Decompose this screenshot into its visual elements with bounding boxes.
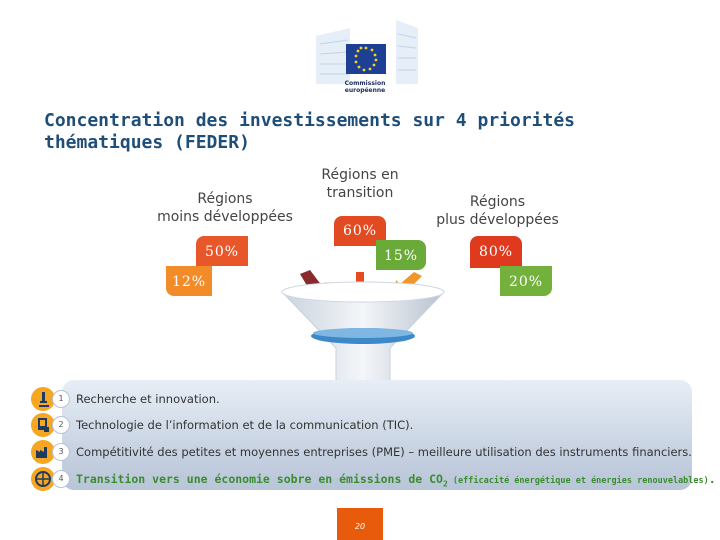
priority-item-2: [30, 416, 700, 436]
priority-text-4: [76, 470, 716, 493]
transition-top-pct: 60%: [342, 223, 378, 239]
less-developed-top-pct: 50%: [204, 244, 240, 260]
priority-item-1: [30, 390, 700, 410]
region-label-more-developed: [425, 193, 570, 229]
region-more-line1: Régions: [469, 194, 526, 210]
region-less-line2: moins développées: [157, 209, 293, 225]
region-label-transition: [300, 166, 420, 202]
priority-text-4-detail: (efficacité énergétique et énergies renouvelables): [447, 476, 709, 486]
transition-bottom-pct: 15%: [383, 248, 419, 264]
priority-text-2: Technologie de l’information et de la communication (TIC).: [76, 418, 414, 432]
priority-number-1: 1: [52, 390, 70, 408]
page-title: [44, 110, 684, 154]
less-developed-bottom-pct: 12%: [171, 274, 207, 290]
region-transition-line1: Régions en: [321, 167, 399, 183]
funnel-graphic: [278, 278, 448, 390]
priority-text-3: Compétitivité des petites et moyennes entreprises (PME) – meilleure utilisation des instruments financiers.: [76, 445, 692, 459]
page-title-line1: Concentration des investissements sur 4 priorités: [44, 110, 576, 131]
priority-number-2: 2: [52, 416, 70, 434]
priority-text-4-main: Transition vers une économie sobre en émissions de CO: [76, 472, 443, 486]
region-label-less-developed: [140, 190, 310, 226]
region-less-line1: Régions: [197, 191, 253, 207]
priority-text-1: Recherche et innovation.: [76, 392, 220, 406]
logo-caption-line1: Commission: [344, 80, 386, 87]
region-transition-line2: transition: [326, 185, 394, 201]
priority-item-3: [30, 443, 700, 463]
more-developed-top-pct: 80%: [478, 244, 514, 260]
logo-caption-line2: européenne: [344, 87, 386, 94]
region-more-line2: plus développées: [436, 212, 559, 228]
logo-caption: [335, 80, 395, 94]
more-developed-bottom-pct: 20%: [508, 274, 544, 290]
priority-text-4-end: .: [708, 472, 716, 486]
priority-number-4: 4: [52, 470, 70, 488]
page-title-line2: thématiques (FEDER): [44, 132, 250, 153]
priority-text-4-sub: 2: [442, 479, 448, 489]
priority-number-3: 3: [52, 443, 70, 461]
page-number: 20: [354, 522, 366, 531]
priority-item-4: [30, 470, 716, 490]
